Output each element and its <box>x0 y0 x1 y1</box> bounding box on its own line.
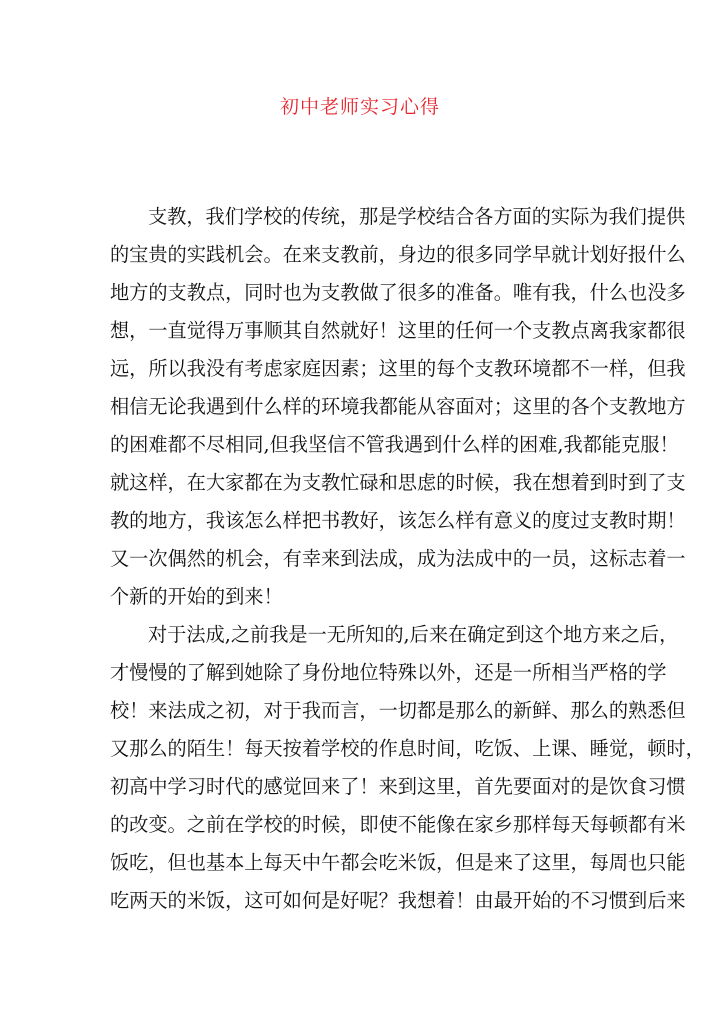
text-line: 远，所以我没有考虑家庭因素；这里的每个支教环境都不一样，但我 <box>110 357 686 380</box>
text-line: 饭吃，但也基本上每天中午都会吃米饭，但是来了这里，每周也只能 <box>110 851 686 874</box>
text-line: 地方的支教点，同时也为支教做了很多的准备。唯有我，什么也没多 <box>110 281 686 304</box>
text-line: 初高中学习时代的感觉回来了！来到这里，首先要面对的是饮食习惯 <box>110 775 686 798</box>
text-line: 校！来法成之初，对于我而言，一切都是那么的新鲜、那么的熟悉但 <box>110 699 686 722</box>
text-line: 的改变。之前在学校的时候，即使不能像在家乡那样每天每顿都有米 <box>110 813 686 836</box>
text-line: 才慢慢的了解到她除了身份地位特殊以外，还是一所相当严格的学 <box>110 661 667 684</box>
text-line: 的宝贵的实践机会。在来支教前，身边的很多同学早就计划好报什么 <box>110 243 686 266</box>
document-title: 初中老师实习心得 <box>279 96 440 118</box>
text-line: 又那么的陌生！每天按着学校的作息时间，吃饭、上课、睡觉，顿时， <box>110 737 705 760</box>
text-line: 就这样，在大家都在为支教忙碌和思虑的时候，我在想着到时到了支 <box>110 471 686 494</box>
text-line: 想，一直觉得万事顺其自然就好！这里的任何一个支教点离我家都很 <box>110 319 686 342</box>
text-line: 相信无论我遇到什么样的环境我都能从容面对；这里的各个支教地方 <box>110 395 686 418</box>
text-line: 教的地方，我该怎么样把书教好，该怎么样有意义的度过支教时期！ <box>110 509 686 532</box>
text-line: 又一次偶然的机会，有幸来到法成，成为法成中的一员，这标志着一 <box>110 547 686 570</box>
paragraph-1 <box>110 203 686 621</box>
document-body <box>110 203 705 925</box>
text-line: 对于法成,之前我是一无所知的,后来在确定到这个地方来之后， <box>148 623 679 646</box>
text-line: 吃两天的米饭，这可如何是好呢？我想着！由最开始的不习惯到后来 <box>110 889 686 912</box>
paragraph-2 <box>110 621 705 925</box>
text-line: 个新的开始的到来！ <box>110 585 283 608</box>
text-line: 的困难都不尽相同,但我坚信不管我遇到什么样的困难,我都能克服！ <box>110 433 679 456</box>
text-line: 支教，我们学校的传统，那是学校结合各方面的实际为我们提供 <box>148 205 686 228</box>
